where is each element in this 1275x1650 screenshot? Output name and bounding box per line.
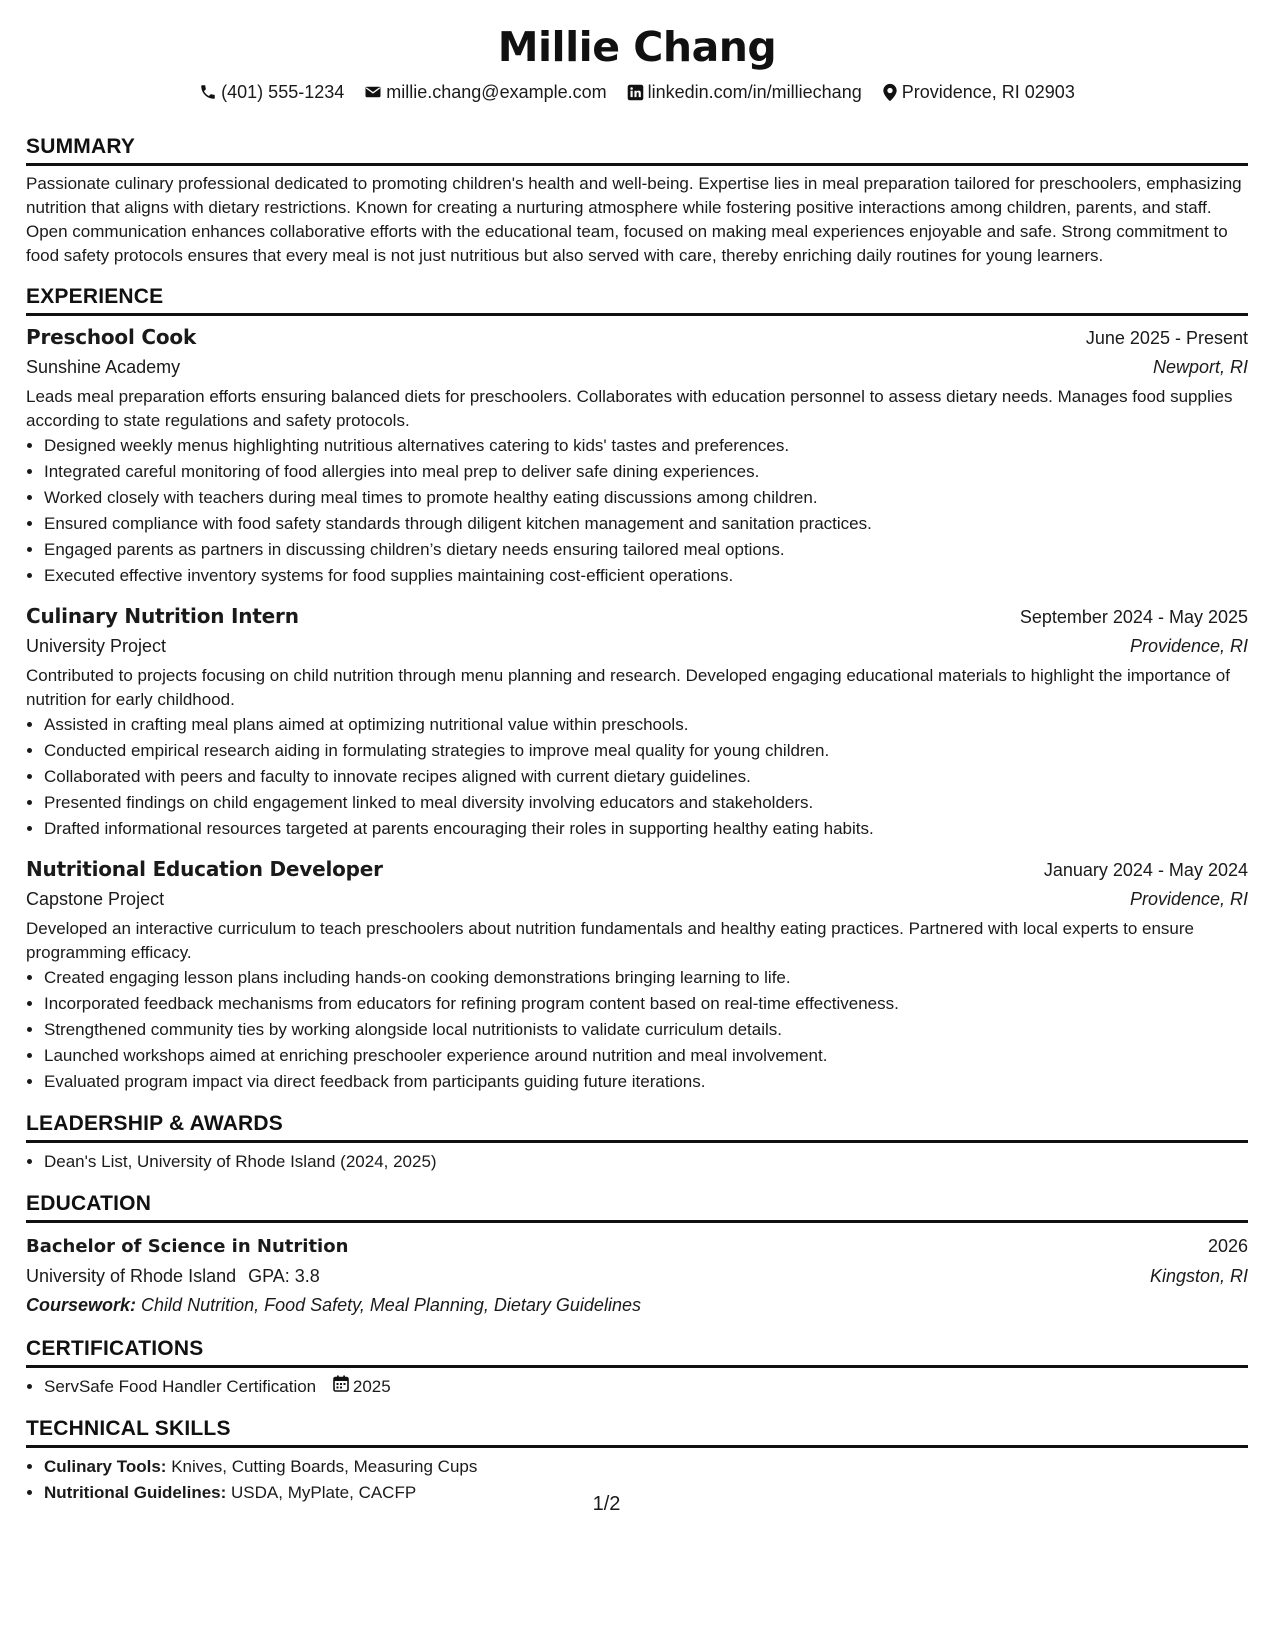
awards-section [26,1111,1248,1175]
coursework-label: Coursework: [26,1295,137,1315]
certifications-section [26,1336,1248,1400]
certification-name: ServSafe Food Handler Certification [44,1377,317,1396]
bullet-item: • Incorporated feedback mechanisms from educators for refining program content based on real-time effectiveness. [44,991,1248,1017]
page-number: 1/2 [592,1493,621,1515]
bullet-item: • Worked closely with teachers during meal times to promote healthy eating discussions among children. [44,485,1248,511]
contact-location [882,82,1075,103]
skill-label: Nutritional Guidelines: [44,1483,227,1502]
experience-section [26,284,1248,1095]
bullet-item: • Ensured compliance with food safety standards through diligent kitchen management and sanitation practices. [44,511,1248,537]
section-title-awards: LEADERSHIP & AWARDS [26,1111,1248,1143]
bullet-item: • Strengthened community ties by working alongside local nutritionists to validate curriculum details. [44,1017,1248,1043]
coursework [26,1290,1248,1320]
job-bullets [26,433,1248,589]
summary-section [26,134,1248,268]
job-description: Contributed to projects focusing on child nutrition through menu planning and research. Developed engaging educational materials to highlight the importance of nutrition for early childhood. [26,666,1230,709]
job-organization: Capstone Project [26,889,165,909]
section-title-summary: SUMMARY [26,134,1248,166]
certifications-list [26,1374,1248,1400]
bullet-item: • Integrated careful monitoring of food allergies into meal prep to deliver safe dining experiences. [44,459,1248,485]
skill-value: Knives, Cutting Boards, Measuring Cups [171,1457,478,1476]
bullet-item: • Drafted informational resources targeted at parents encouraging their roles in supporting healthy eating habits. [44,816,1248,842]
phone-icon [199,83,217,101]
section-title-education: EDUCATION [26,1191,1248,1223]
contact-email[interactable] [364,82,606,103]
bullet-item: • Conducted empirical research aiding in formulating strategies to improve meal quality for young children. [44,738,1248,764]
school-name: University of Rhode Island [26,1266,237,1286]
education-entry [26,1231,1248,1320]
school-location: Kingston, RI [1149,1266,1248,1286]
job-title: Culinary Nutrition Intern [26,604,299,628]
skill-value: USDA, MyPlate, CACFP [231,1483,417,1502]
envelope-icon [364,83,382,101]
coursework-list: Child Nutrition, Food Safety, Meal Planning, Dietary Guidelines [141,1295,641,1315]
linkedin-link[interactable]: linkedin.com/in/milliechang [647,81,862,102]
certification-year: 2025 [352,1377,391,1396]
degree-title: Bachelor of Science in Nutrition [26,1236,349,1257]
candidate-name: Millie Chang [497,23,777,71]
phone-text: (401) 555-1234 [221,81,345,102]
job-description: Leads meal preparation efforts ensuring balanced diets for preschoolers. Collaborates with education personnel to assess dietary needs. Manages food supplies according to state regulations and safety protocols. [26,387,1233,430]
job-location: Providence, RI [1129,889,1248,909]
location-text: Providence, RI 02903 [901,81,1075,102]
bullet-item: • Engaged parents as partners in discussing children’s dietary needs ensuring tailored meal options. [44,537,1248,563]
calendar-icon [333,1374,349,1400]
linkedin-icon [627,84,644,101]
job-organization: Sunshine Academy [26,357,181,377]
map-pin-icon [882,83,898,102]
job-bullets [26,712,1248,842]
job-location: Newport, RI [1152,357,1248,377]
gpa: GPA: 3.8 [248,1266,320,1286]
bullet-item: • Designed weekly menus highlighting nutritious alternatives catering to kids' tastes and preferences. [44,433,1248,459]
summary-text: Passionate culinary professional dedicated to promoting children's health and well-being. Expertise lies in meal preparation tailored for preschoolers, emphasizing nutrition that aligns with dietary restrictions. Known for creating a nurturing atmosphere while fostering positive interactions among children, parents, and staff. Open communication enhances collaborative efforts with the educational team, focused on making meal experiences enjoyable and safe. Strong commitment to food safety protocols ensures that every meal is not just nutritious but also served with care, thereby enriching daily routines for young learners. [26,174,1242,265]
bullet-item: • Executed effective inventory systems for food supplies maintaining cost-efficient operations. [44,563,1248,589]
job-location: Providence, RI [1129,636,1248,656]
job-entry [26,601,1248,842]
bullet-item: • Presented findings on child engagement linked to meal diversity involving educators and stakeholders. [44,790,1248,816]
contact-bar [26,80,1248,104]
section-title-skills: TECHNICAL SKILLS [26,1416,1248,1448]
job-title: Preschool Cook [26,325,197,349]
bullet-item: • Launched workshops aimed at enriching preschooler experience around nutrition and meal involvement. [44,1043,1248,1069]
job-entry [26,322,1248,589]
certification-item [44,1374,1248,1400]
awards-list [26,1149,1248,1175]
contact-linkedin[interactable] [627,82,862,103]
job-dates: September 2024 - May 2025 [1019,607,1248,627]
job-entry [26,854,1248,1095]
section-title-certifications: CERTIFICATIONS [26,1336,1248,1368]
email-link[interactable]: millie.chang@example.com [386,81,607,102]
skill-label: Culinary Tools: [44,1457,167,1476]
bullet-item: • Assisted in crafting meal plans aimed at optimizing nutritional value within preschools. [44,712,1248,738]
graduation-year: 2026 [1207,1236,1248,1256]
bullet-item: • Created engaging lesson plans including hands-on cooking demonstrations bringing learning to life. [44,965,1248,991]
job-dates: June 2025 - Present [1085,328,1248,348]
section-title-experience: EXPERIENCE [26,284,1248,316]
contact-phone [199,82,344,103]
award-item: • Dean's List, University of Rhode Island (2024, 2025) [44,1149,1248,1175]
bullet-item: • Collaborated with peers and faculty to innovate recipes aligned with current dietary guidelines. [44,764,1248,790]
job-bullets [26,965,1248,1095]
skill-item [44,1454,1248,1480]
bullet-item: • Evaluated program impact via direct feedback from participants guiding future iterations. [44,1069,1248,1095]
job-title: Nutritional Education Developer [26,857,383,881]
job-description: Developed an interactive curriculum to teach preschoolers about nutrition fundamentals and healthy eating practices. Partnered with local experts to ensure programming efficacy. [26,919,1194,962]
resume-page [26,0,1248,1506]
job-organization: University Project [26,636,167,656]
education-section [26,1191,1248,1320]
job-dates: January 2024 - May 2024 [1043,860,1248,880]
